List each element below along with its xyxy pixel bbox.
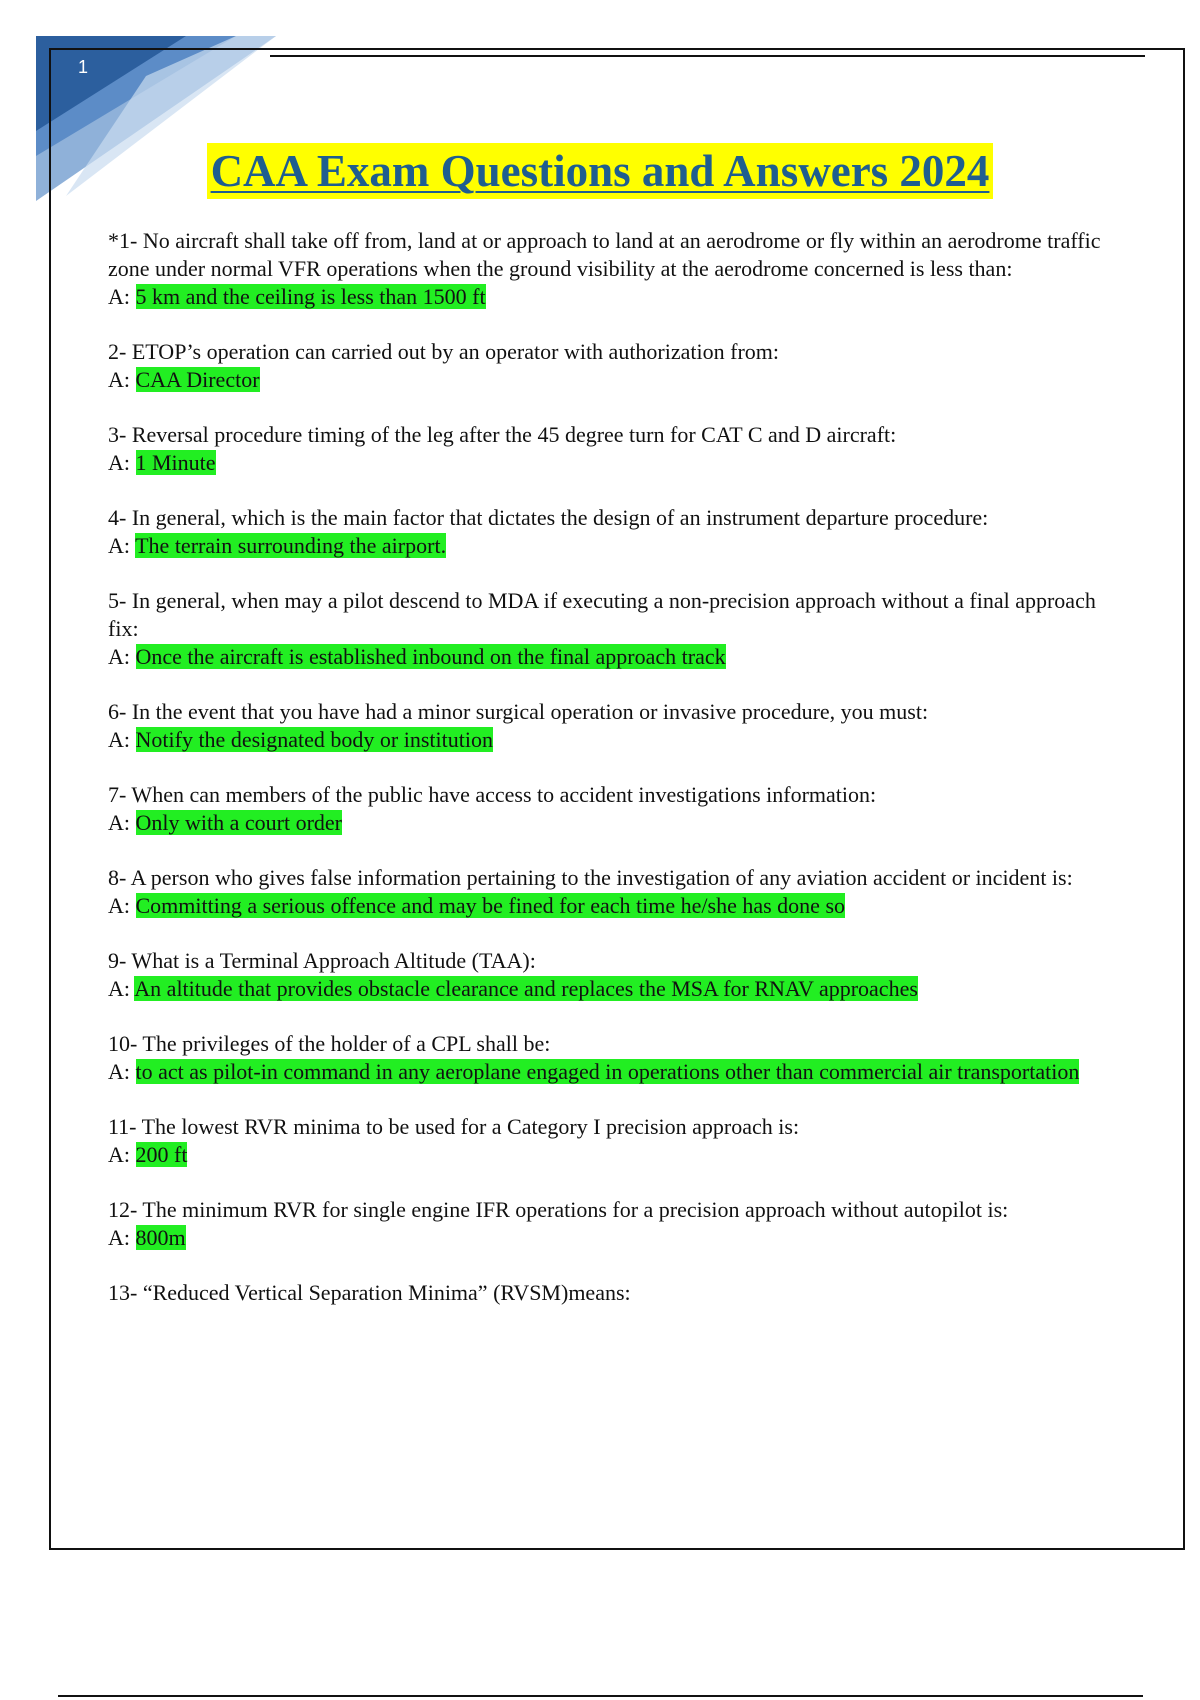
- answer-text: 5 km and the ceiling is less than 1500 ft: [135, 284, 486, 309]
- answer-line: [108, 283, 1108, 311]
- answer-text: 200 ft: [135, 1142, 188, 1167]
- question-text: 13- “Reduced Vertical Separation Minima” (RVSM)means:: [108, 1280, 631, 1305]
- answer-prefix: A:: [108, 1142, 136, 1167]
- answer-line: [108, 1058, 1108, 1086]
- qa-item: [108, 1196, 1108, 1252]
- question-text: *1- No aircraft shall take off from, land at or approach to land at an aerodrome or fly within an aerodrome traffic zone under normal VFR operations when the ground visibility at the aerodrome concerned is less than:: [108, 228, 1101, 281]
- answer-text: An altitude that provides obstacle clearance and replaces the MSA for RNAV approaches: [134, 976, 918, 1001]
- answer-prefix: A:: [108, 976, 135, 1001]
- qa-item: [108, 698, 1108, 754]
- question-text: 10- The privileges of the holder of a CPL shall be:: [108, 1031, 551, 1056]
- qa-item: [108, 1113, 1108, 1169]
- answer-text: Notify the designated body or institution: [135, 727, 493, 752]
- answer-prefix: A:: [108, 533, 136, 558]
- qa-item: [108, 947, 1108, 1003]
- question-text: 7- When can members of the public have access to accident investigations information:: [108, 782, 877, 807]
- qa-list: [108, 227, 1108, 1334]
- answer-line: [108, 809, 1108, 837]
- footer-rule: [58, 1695, 1143, 1697]
- answer-text: CAA Director: [135, 367, 260, 392]
- qa-item: [108, 1279, 1108, 1307]
- question-text: 2- ETOP’s operation can carried out by an operator with authorization from:: [108, 339, 779, 364]
- answer-prefix: A:: [108, 644, 136, 669]
- question-text: 9- What is a Terminal Approach Altitude (TAA):: [108, 948, 536, 973]
- answer-text: 800m: [135, 1225, 186, 1250]
- answer-line: [108, 532, 1108, 560]
- answer-text: Committing a serious offence and may be fined for each time he/she has done so: [135, 893, 845, 918]
- qa-item: [108, 421, 1108, 477]
- question-text: 8- A person who gives false information pertaining to the investigation of any aviation accident or incident is:: [108, 865, 1073, 890]
- answer-prefix: A:: [108, 727, 136, 752]
- qa-item: [108, 1030, 1108, 1086]
- answer-prefix: A:: [108, 284, 136, 309]
- answer-line: [108, 366, 1108, 394]
- answer-line: [108, 449, 1108, 477]
- answer-prefix: A:: [108, 450, 136, 475]
- answer-text: to act as pilot-in command in any aeroplane engaged in operations other than commercial air transportation: [135, 1059, 1080, 1084]
- answer-line: [108, 1224, 1108, 1252]
- qa-item: [108, 227, 1108, 311]
- document-title: CAA Exam Questions and Answers 2024: [207, 143, 994, 199]
- answer-line: [108, 892, 1108, 920]
- page-number: 1: [78, 57, 89, 77]
- answer-text: Only with a court order: [135, 810, 342, 835]
- question-text: 5- In general, when may a pilot descend to MDA if executing a non-precision approach without a final approach fix:: [108, 588, 1096, 641]
- answer-prefix: A:: [108, 893, 136, 918]
- qa-item: [108, 587, 1108, 671]
- answer-line: [108, 1141, 1108, 1169]
- answer-prefix: A:: [108, 1059, 136, 1084]
- answer-line: [108, 643, 1108, 671]
- qa-item: [108, 504, 1108, 560]
- question-text: 11- The lowest RVR minima to be used for a Category I precision approach is:: [108, 1114, 800, 1139]
- qa-item: [108, 781, 1108, 837]
- answer-prefix: A:: [108, 810, 136, 835]
- answer-text: 1 Minute: [135, 450, 216, 475]
- answer-text: The terrain surrounding the airport.: [135, 533, 447, 558]
- qa-item: [108, 864, 1108, 920]
- answer-prefix: A:: [108, 1225, 136, 1250]
- title-wrap: [0, 143, 1200, 199]
- answer-prefix: A:: [108, 367, 136, 392]
- question-text: 3- Reversal procedure timing of the leg after the 45 degree turn for CAT C and D aircraft:: [108, 422, 897, 447]
- answer-line: [108, 975, 1108, 1003]
- qa-item: [108, 338, 1108, 394]
- answer-text: Once the aircraft is established inbound on the final approach track: [135, 644, 726, 669]
- question-text: 12- The minimum RVR for single engine IFR operations for a precision approach without autopilot is:: [108, 1197, 1009, 1222]
- question-text: 6- In the event that you have had a minor surgical operation or invasive procedure, you must:: [108, 699, 929, 724]
- question-text: 4- In general, which is the main factor that dictates the design of an instrument departure procedure:: [108, 505, 989, 530]
- answer-line: [108, 726, 1108, 754]
